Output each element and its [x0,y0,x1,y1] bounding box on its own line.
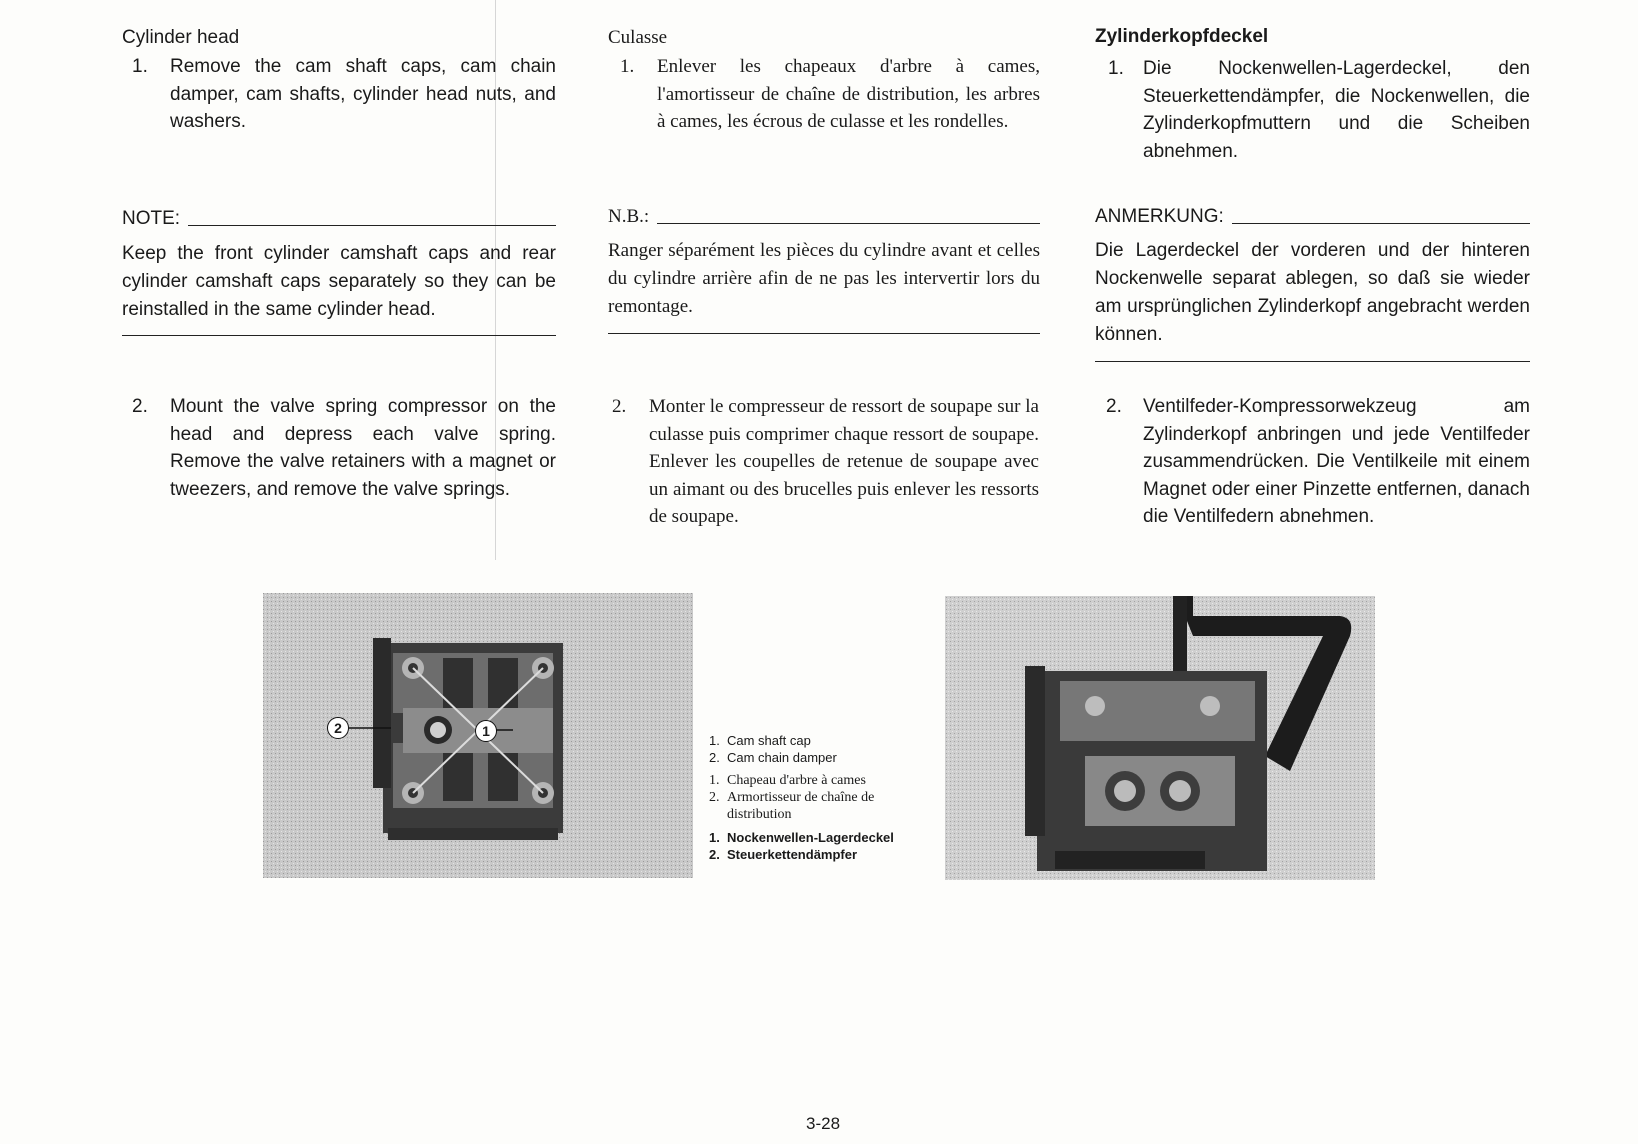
french-note-text: Ranger séparément les pièces du cylindre avant et celles du cylindre arrière afin de ne pas les intervertir lors du remontage. [608,240,1040,317]
german-note-end-rule [1095,361,1530,362]
caption-item [709,732,939,749]
valve-spring-compressor-photo [945,596,1375,880]
caption-number: 1. [709,733,720,748]
german-note-text: Die Lagerdeckel der vorderen und der hinteren Nockenwelle separat ablegen, so daß sie wieder am ursprünglichen Zylinderkopf angebracht werden können. [1095,240,1530,345]
english-note-label [122,208,556,230]
note-label-text: N.B.: [608,206,650,227]
english-note-end-rule [122,335,556,336]
english-step-1 [132,53,556,137]
caption-text: Nockenwellen-Lagerdeckel [727,830,894,845]
caption-group-english [709,732,939,766]
note-rule [657,223,1040,224]
page-number: 3-28 [806,1114,841,1133]
step-text: Remove the cam shaft caps, cam chain damper, cam shafts, cylinder head nuts, and washers. [170,56,556,132]
step-text: Monter le compresseur de ressort de soupape sur la culasse puis comprimer chaque ressort de soupape. Enlever les coupelles de retenue de soupape avec un aimant ou des brucelles puis enlever les ressorts de soupape. [649,396,1039,527]
caption-text: Steuerkettendämpfer [727,847,858,862]
step-text: Ventilfeder-Kompressorwekzeug am Zylinderkopf anbringen und jede Ventilfeder zusammendrücken. Die Ventilkeile mit einem Magnet oder einer Pinzette entfernen, danach die Ventilfedern abnehmen. [1143,396,1530,527]
step-number: 1. [132,56,148,77]
caption-number: 2. [709,790,720,805]
note-label-text: ANMERKUNG: [1095,206,1224,227]
step-number: 2. [612,396,627,417]
english-step-2 [132,393,556,533]
english-heading: Cylinder head [122,27,240,48]
note-label-text: NOTE: [122,208,181,229]
caption-item [709,789,939,823]
step-text: Die Nockenwellen-Lagerdeckel, den Steuerkettendämpfer, die Nockenwellen, die Zylinderkopfmuttern und die Scheiben abnehmen. [1143,58,1530,162]
caption-number: 2. [709,750,720,765]
caption-number: 1. [709,773,720,788]
caption-text: Cam chain damper [727,750,837,765]
caption-group-german [709,829,939,863]
caption-item [709,846,939,863]
note-rule [1232,223,1530,224]
german-step-1 [1108,55,1530,167]
french-note-end-rule [608,333,1040,334]
french-step-1 [620,53,1040,165]
callout-1: 1 [475,720,497,742]
figure-captions [709,732,939,869]
french-step-2 [612,393,1040,561]
caption-number: 2. [709,847,720,862]
french-note-label [608,206,1040,228]
english-note-text: Keep the front cylinder camshaft caps and rear cylinder camshaft caps separately so they can be reinstalled in the same cylinder head. [122,243,556,320]
step-number: 1. [620,56,635,77]
step-number: 2. [132,396,148,417]
caption-item [709,829,939,846]
german-note-label [1095,206,1530,228]
step-text: Mount the valve spring compressor on the head and depress each valve spring. Remove the valve retainers with a magnet or tweezers, and remove the valve springs. [170,396,556,500]
french-heading: Culasse [608,27,668,48]
caption-item [709,749,939,766]
german-heading: Zylinderkopfdeckel [1095,26,1269,47]
caption-text: Cam shaft cap [727,733,811,748]
caption-item [709,772,939,789]
step-text: Enlever les chapeaux d'arbre à cames, l'amortisseur de chaîne de distribution, les arbres à cames, les écrous de culasse et les rondelles. [657,56,1040,132]
caption-text: Chapeau d'arbre à cames [727,773,866,788]
note-rule [188,225,556,226]
caption-group-french [709,772,939,823]
german-step-2 [1106,393,1530,561]
cylinder-head-photo [263,593,693,878]
step-number: 2. [1106,396,1122,417]
caption-number: 1. [709,830,720,845]
caption-text: Armortisseur de chaîne de distribution [727,790,875,822]
callout-2: 2 [327,717,349,739]
step-number: 1. [1108,58,1124,79]
